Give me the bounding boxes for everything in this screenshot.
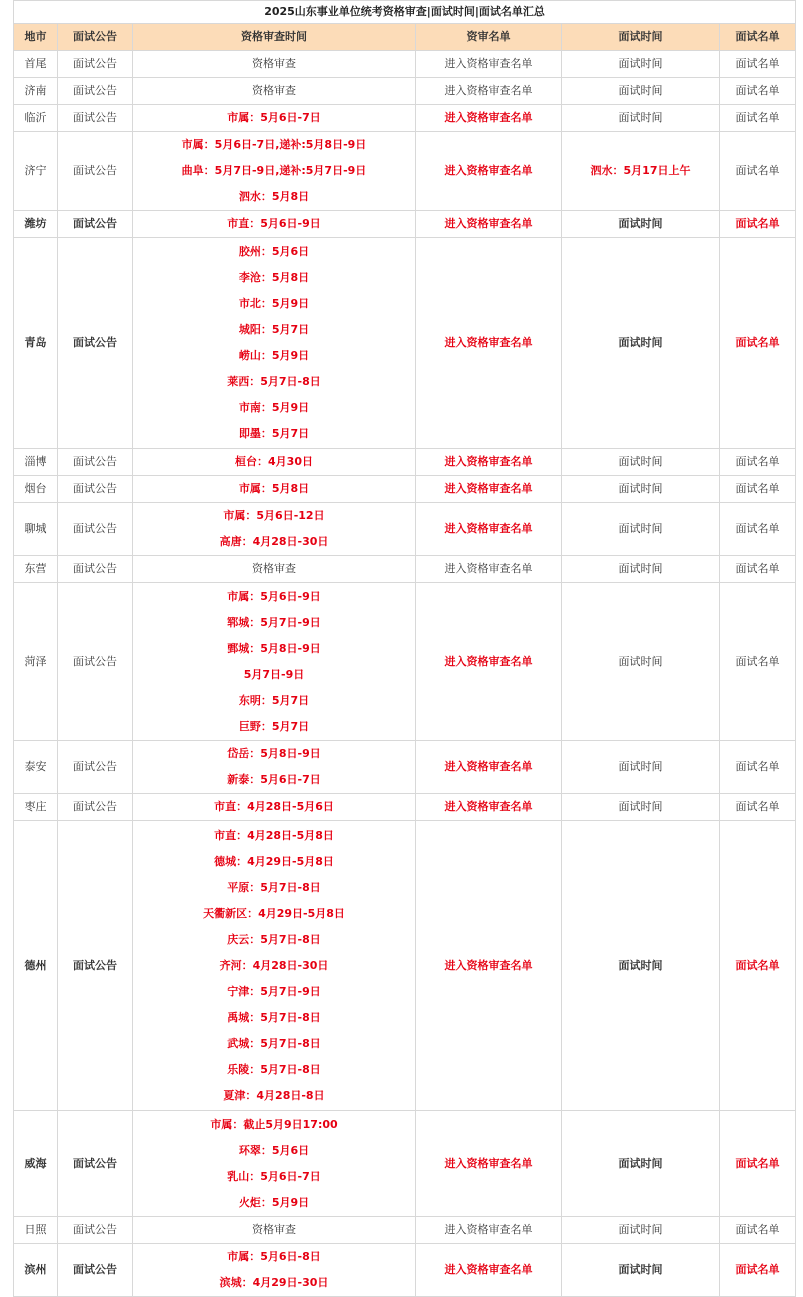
notice-link[interactable]: 面试公告 <box>58 211 133 238</box>
interview-time-link[interactable]: 面试时间 <box>562 1244 720 1297</box>
city-cell: 滨州 <box>14 1244 58 1297</box>
review-time-line[interactable]: 市北：5月9日 <box>238 297 310 310</box>
interview-list-link[interactable]: 面试名单 <box>720 503 796 556</box>
title-row <box>14 1 796 24</box>
interview-time-link[interactable]: 面试时间 <box>562 794 720 821</box>
notice-link[interactable]: 面试公告 <box>58 503 133 556</box>
notice-link[interactable]: 面试公告 <box>58 449 133 476</box>
header-interview-list: 面试名单 <box>720 24 796 51</box>
review-time-cell <box>133 78 416 105</box>
notice-link[interactable]: 面试公告 <box>58 583 133 741</box>
review-time-line[interactable]: 乳山：5月6日-7日 <box>227 1169 321 1183</box>
table-row <box>14 105 796 132</box>
review-time-line[interactable]: 资格审查 <box>252 57 296 70</box>
interview-time-link[interactable]: 面试时间 <box>562 211 720 238</box>
review-time-cell <box>133 1111 416 1217</box>
table-row <box>14 238 796 449</box>
interview-time-link[interactable]: 面试时间 <box>562 1217 720 1244</box>
table-row <box>14 1244 796 1297</box>
review-time-line[interactable]: 火炬：5月9日 <box>238 1195 310 1209</box>
city-cell: 威海 <box>14 1111 58 1217</box>
review-time-cell <box>133 1217 416 1244</box>
review-time-line[interactable]: 齐河：4月28日-30日 <box>219 958 329 972</box>
city-cell: 菏泽 <box>14 583 58 741</box>
summary-table-wrapper <box>13 0 795 1297</box>
review-time-line[interactable]: 莱西：5月7日-8日 <box>227 375 321 388</box>
review-time-line[interactable]: 天衢新区：4月29日-5月8日 <box>203 906 345 920</box>
interview-list-link[interactable]: 面试名单 <box>720 741 796 794</box>
notice-link[interactable]: 面试公告 <box>58 238 133 449</box>
city-cell: 济南 <box>14 78 58 105</box>
review-time-line[interactable]: 市属：截止5月9日17:00 <box>210 1117 338 1131</box>
review-time-line[interactable]: 乐陵：5月7日-8日 <box>227 1062 321 1076</box>
interview-list-link[interactable]: 面试名单 <box>720 105 796 132</box>
summary-table <box>13 0 796 1297</box>
review-time-line[interactable]: 德城：4月29日-5月8日 <box>214 854 334 868</box>
interview-list-link[interactable]: 面试名单 <box>720 1217 796 1244</box>
review-time-cell <box>133 503 416 556</box>
notice-link[interactable]: 面试公告 <box>58 476 133 503</box>
interview-time-link[interactable]: 面试时间 <box>562 476 720 503</box>
table-row <box>14 583 796 741</box>
notice-link[interactable]: 面试公告 <box>58 1217 133 1244</box>
interview-list-link[interactable]: 面试名单 <box>720 1244 796 1297</box>
city-cell: 淄博 <box>14 449 58 476</box>
table-row <box>14 476 796 503</box>
review-time-line[interactable]: 泗水：5月8日 <box>238 190 310 203</box>
review-time-line[interactable]: 鄄城：5月8日-9日 <box>227 641 321 655</box>
interview-time-link[interactable]: 面试时间 <box>562 583 720 741</box>
review-time-cell <box>133 476 416 503</box>
review-time-line[interactable]: 胶州：5月6日 <box>238 245 310 258</box>
interview-time-link[interactable]: 泗水：5月17日上午 <box>562 132 720 211</box>
review-time-line[interactable]: 市属：5月6日-12日 <box>223 509 325 522</box>
interview-time-link[interactable]: 面试时间 <box>562 105 720 132</box>
city-cell: 潍坊 <box>14 211 58 238</box>
notice-link[interactable]: 面试公告 <box>58 1244 133 1297</box>
notice-link[interactable]: 面试公告 <box>58 794 133 821</box>
review-time-cell <box>133 211 416 238</box>
review-time-line[interactable]: 禹城：5月7日-8日 <box>227 1010 321 1024</box>
header-interview-time: 面试时间 <box>562 24 720 51</box>
review-list-link[interactable]: 进入资格审查名单 <box>416 238 562 449</box>
review-time-cell <box>133 105 416 132</box>
interview-time-link[interactable]: 面试时间 <box>562 78 720 105</box>
table-row <box>14 556 796 583</box>
interview-list-link[interactable]: 面试名单 <box>720 211 796 238</box>
header-row <box>14 24 796 51</box>
interview-list-link[interactable]: 面试名单 <box>720 556 796 583</box>
header-city: 地市 <box>14 24 58 51</box>
review-time-line[interactable]: 武城：5月7日-8日 <box>227 1036 321 1050</box>
review-time-line[interactable]: 即墨：5月7日 <box>238 427 310 440</box>
review-time-line[interactable]: 市属：5月8日 <box>238 482 310 495</box>
review-time-line[interactable]: 资格审查 <box>252 562 296 575</box>
review-time-line[interactable]: 夏津：4月28日-8日 <box>223 1088 325 1102</box>
review-time-cell <box>133 449 416 476</box>
review-time-cell <box>133 794 416 821</box>
review-time-line[interactable]: 环翠：5月6日 <box>238 1143 310 1157</box>
review-time-line[interactable]: 市属：5月6日-8日 <box>227 1250 321 1263</box>
review-time-cell <box>133 583 416 741</box>
review-time-line[interactable]: 城阳：5月7日 <box>238 323 310 336</box>
review-time-cell <box>133 1244 416 1297</box>
review-list-link[interactable]: 进入资格审查名单 <box>416 583 562 741</box>
notice-link[interactable]: 面试公告 <box>58 741 133 794</box>
interview-list-link[interactable]: 面试名单 <box>720 238 796 449</box>
review-time-line[interactable]: 郓城：5月7日-9日 <box>227 615 321 629</box>
review-time-line[interactable]: 滨城：4月29日-30日 <box>219 1276 329 1289</box>
review-list-link[interactable]: 进入资格审查名单 <box>416 105 562 132</box>
table-row <box>14 821 796 1111</box>
review-list-link[interactable]: 进入资格审查名单 <box>416 1111 562 1217</box>
review-list-link[interactable]: 进入资格审查名单 <box>416 449 562 476</box>
review-list-link[interactable]: 进入资格审查名单 <box>416 556 562 583</box>
interview-list-link[interactable]: 面试名单 <box>720 51 796 78</box>
review-list-link[interactable]: 进入资格审查名单 <box>416 503 562 556</box>
header-review-time: 资格审查时间 <box>133 24 416 51</box>
review-time-line[interactable]: 5月7日-9日 <box>243 667 305 681</box>
interview-list-link[interactable]: 面试名单 <box>720 132 796 211</box>
city-cell: 德州 <box>14 821 58 1111</box>
notice-link[interactable]: 面试公告 <box>58 1111 133 1217</box>
interview-time-link[interactable]: 面试时间 <box>562 51 720 78</box>
city-cell: 枣庄 <box>14 794 58 821</box>
interview-list-link[interactable]: 面试名单 <box>720 1111 796 1217</box>
notice-link[interactable]: 面试公告 <box>58 51 133 78</box>
interview-time-link[interactable]: 面试时间 <box>562 556 720 583</box>
review-time-cell <box>133 238 416 449</box>
city-cell: 济宁 <box>14 132 58 211</box>
review-list-link[interactable]: 进入资格审查名单 <box>416 741 562 794</box>
review-time-cell <box>133 132 416 211</box>
table-row <box>14 1111 796 1217</box>
review-time-cell <box>133 51 416 78</box>
review-time-line[interactable]: 李沧：5月8日 <box>238 271 310 284</box>
city-cell: 聊城 <box>14 503 58 556</box>
table-row <box>14 449 796 476</box>
review-time-line[interactable]: 庆云：5月7日-8日 <box>227 932 321 946</box>
review-list-link[interactable]: 进入资格审查名单 <box>416 132 562 211</box>
interview-list-link[interactable]: 面试名单 <box>720 794 796 821</box>
interview-time-link[interactable]: 面试时间 <box>562 503 720 556</box>
review-time-line[interactable]: 资格审查 <box>252 84 296 97</box>
review-time-line[interactable]: 市属：5月6日-7日,递补:5月8日-9日 <box>181 138 367 151</box>
table-row <box>14 51 796 78</box>
review-time-cell <box>133 556 416 583</box>
table-row <box>14 741 796 794</box>
interview-list-link[interactable]: 面试名单 <box>720 78 796 105</box>
notice-link[interactable]: 面试公告 <box>58 105 133 132</box>
interview-list-link[interactable]: 面试名单 <box>720 821 796 1111</box>
review-list-link[interactable]: 进入资格审查名单 <box>416 78 562 105</box>
review-time-line[interactable]: 市属：5月6日-9日 <box>227 589 321 603</box>
review-time-line[interactable]: 市南：5月9日 <box>238 401 310 414</box>
table-row <box>14 1217 796 1244</box>
review-time-cell <box>133 741 416 794</box>
notice-link[interactable]: 面试公告 <box>58 132 133 211</box>
city-cell: 青岛 <box>14 238 58 449</box>
interview-list-link[interactable]: 面试名单 <box>720 476 796 503</box>
interview-list-link[interactable]: 面试名单 <box>720 449 796 476</box>
review-time-line[interactable]: 市直：5月6日-9日 <box>227 217 321 230</box>
city-cell: 泰安 <box>14 741 58 794</box>
interview-time-link[interactable]: 面试时间 <box>562 449 720 476</box>
review-time-line[interactable]: 巨野：5月7日 <box>238 719 310 733</box>
interview-time-link[interactable]: 面试时间 <box>562 238 720 449</box>
review-list-link[interactable]: 进入资格审查名单 <box>416 1217 562 1244</box>
review-list-link[interactable]: 进入资格审查名单 <box>416 1244 562 1297</box>
table-row <box>14 503 796 556</box>
review-list-link[interactable]: 进入资格审查名单 <box>416 211 562 238</box>
city-cell: 临沂 <box>14 105 58 132</box>
table-row <box>14 132 796 211</box>
review-time-line[interactable]: 曲阜：5月7日-9日,递补:5月7日-9日 <box>181 164 367 177</box>
review-time-line[interactable]: 市直：4月28日-5月8日 <box>214 828 334 842</box>
table-row <box>14 794 796 821</box>
header-review-list: 资审名单 <box>416 24 562 51</box>
review-time-line[interactable]: 岱岳：5月8日-9日 <box>227 747 321 760</box>
review-time-line[interactable]: 东明：5月7日 <box>238 693 310 707</box>
review-list-link[interactable]: 进入资格审查名单 <box>416 821 562 1111</box>
review-time-line[interactable]: 宁津：5月7日-9日 <box>227 984 321 998</box>
review-list-link[interactable]: 进入资格审查名单 <box>416 476 562 503</box>
review-list-link[interactable]: 进入资格审查名单 <box>416 794 562 821</box>
review-list-link[interactable]: 进入资格审查名单 <box>416 51 562 78</box>
city-cell: 日照 <box>14 1217 58 1244</box>
notice-link[interactable]: 面试公告 <box>58 556 133 583</box>
review-time-cell <box>133 821 416 1111</box>
review-time-line[interactable]: 高唐：4月28日-30日 <box>219 535 329 548</box>
interview-list-link[interactable]: 面试名单 <box>720 583 796 741</box>
city-cell: 烟台 <box>14 476 58 503</box>
review-time-line[interactable]: 崂山：5月9日 <box>238 349 310 362</box>
review-time-line[interactable]: 资格审查 <box>252 1223 296 1236</box>
review-time-line[interactable]: 新泰：5月6日-7日 <box>227 773 321 786</box>
table-row <box>14 211 796 238</box>
review-time-line[interactable]: 桓台：4月30日 <box>235 455 313 468</box>
city-cell: 东营 <box>14 556 58 583</box>
table-row <box>14 78 796 105</box>
interview-time-link[interactable]: 面试时间 <box>562 741 720 794</box>
interview-time-link[interactable]: 面试时间 <box>562 1111 720 1217</box>
review-time-line[interactable]: 市直：4月28日-5月6日 <box>214 800 334 813</box>
header-notice: 面试公告 <box>58 24 133 51</box>
notice-link[interactable]: 面试公告 <box>58 821 133 1111</box>
interview-time-link[interactable]: 面试时间 <box>562 821 720 1111</box>
city-cell: 首尾 <box>14 51 58 78</box>
review-time-line[interactable]: 平原：5月7日-8日 <box>227 880 321 894</box>
review-time-line[interactable]: 市属：5月6日-7日 <box>227 111 321 124</box>
notice-link[interactable]: 面试公告 <box>58 78 133 105</box>
page-title: 2025山东事业单位统考资格审查|面试时间|面试名单汇总 <box>14 1 796 24</box>
